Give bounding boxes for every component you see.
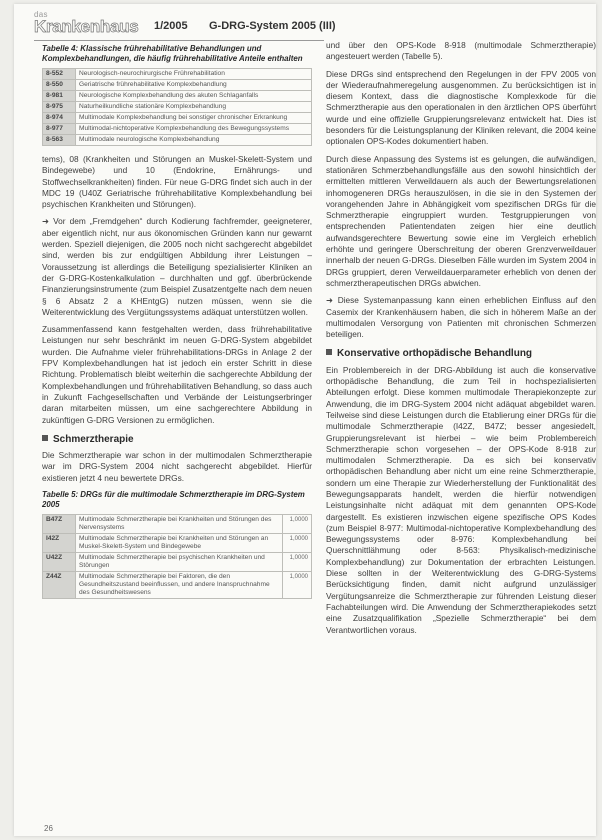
section-title: Schmerztherapie [53,433,134,445]
paragraph [326,295,596,340]
ref-cell: 1,0000 [283,572,312,599]
ref-cell: 1,0000 [283,534,312,553]
paragraph: Die Schmerztherapie war schon in der multimodalen Schmerztherapie war im DRG-System 2004 nicht sachgerecht abgebildet. Hierfür existieren jetzt 4 neu bewertete DRGs. [42,450,312,483]
ref-cell: 1,0000 [283,515,312,534]
paragraph-text: Vor dem „Fremdgehen“ durch Kodierung fachfremder, geeigneterer, aber eigentlich nicht, nur aus ökonomischen Gründen kann nur gewarnt werden. Speziell diejenigen, die 2005 noch nicht sachgerecht abgebildet sind, werden bis zur endgültigen Abbildung ihrer Leistungen – Voraussetzung ist allerdings die Beteiligung spezialisierter Kliniken an der G-DRG-Kostenkalkulation – durchhalten und ggf. überbrückende Finanzierungsinstrumente (zum Beispiel Zusatzentgelte nach dem neuen § 6 Absatz 2 a KHEntgG) nutzen müssen, wenn sie die Weiterentwicklung des Vergütungssystems adäquat unterstützen wollen. [42,216,312,317]
code-cell: 8-975 [43,102,76,113]
left-column [42,44,312,607]
journal-logo: Krankenhaus [34,17,139,36]
table-row [43,534,312,553]
paragraph: und über den OPS-Kode 8-918 (multimodale Schmerztherapie) angesteuert werden (Tabelle 5). [326,40,596,62]
page-number: 26 [44,824,53,833]
text-cell: Multimodale Schmerztherapie bei Krankheiten und Störungen des Nervensystems [76,515,283,534]
table-row [43,553,312,572]
running-title: G-DRG-System 2005 (III) [209,20,336,32]
table-row [43,80,312,91]
table-row [43,69,312,80]
paragraph [42,216,312,318]
text-cell: Multimodale Komplexbehandlung bei sonstiger chronischer Erkrankung [76,113,312,124]
table5 [42,514,312,599]
text-cell: Multimodale Schmerztherapie bei Krankheiten und Störungen an Muskel-Skelett-System und Bindegewebe [76,534,283,553]
section-heading [42,434,312,445]
logo-small-text: das [34,10,48,19]
code-cell: 8-563 [43,135,76,146]
text-cell: Geriatrische frührehabilitative Komplexbehandlung [76,80,312,91]
paragraph: Zusammenfassend kann festgehalten werden, dass frührehabilitative Leistungen nur sehr beschränkt im neuen G-DRG-System abgebildet wurden. Die Aufnahme vieler frührehabilitations-DRGs in Anlage 2 der FPV Komplexbehandlungen hat ist jedoch ein erster Schritt in diese Richtung. Problematisch bleibt weiterhin die sachgerechte Abbildung der Komplexbehandlungen und frührehabilitativen Behandlung, so dass auch in Zukunft Fachgesellschaften und Verbände der Leistungserbringer daran mitarbeiten müssen, um eine sachgerechtere Abbildung in zukünftigen G-DRG Versionen zu ermöglichen. [42,324,312,425]
table-row [43,113,312,124]
text-cell: Multimodale Schmerztherapie bei Faktoren, die den Gesundheitszustand beeinflussen, und andere Inanspruchnahme des Gesundheitswesens [76,572,283,599]
paragraph: Durch diese Anpassung des Systems ist es gelungen, die aufwändigen, stationären Schmerzbehandlungsfälle aus den sowohl hinsichtlich der ermittelten mittleren Verweildauern als auch der Bewertungsrelationen inhomogeneren DRGs herauszulösen, in die sie in den Systemen der vorangehenden Jahre in Abhängigkeit vom spezifischen DRGs für die Schmerztherapie eingruppiert wurden. Testgruppierungen von entsprechenden Patientendaten zeigen hier eine deutlich aufwandsgerechtere Bewertung sowie eine im Vergleich erheblich erhöhte und geringere Überschreitung der oberen Grenzverweildauer innerhalb der neuen G-DRGs. Dieselben Fälle wurden im System 2004 in DRGs gruppiert, deren Verweildauerparameter erheblich von denen der schmerztherapeutischen DRGs abwichen. [326,153,596,288]
header-rule [34,40,324,41]
square-bullet-icon [42,435,48,441]
paragraph: Diese DRGs sind entsprechend den Regelungen in der FPV 2005 von der Wiederaufnahmeregelung ausgenommen. Zu berücksichtigen ist in diesem Kontext, dass die diagnostische Komplexkode für die Schmerztherapie aus den operationalen in den ärztlichen OPS überführt wurde und eine offizielle Gruppierungsrelevanz entwickelt hat. Dies ist besonders für die Leistungsplanung der Kliniken relevant, die 2004 keine optionalen OPS-Kodes dokumentiert haben. [326,68,596,147]
arrow-icon: ➜ [326,295,338,306]
code-cell: B47Z [43,515,76,534]
table4-caption: Tabelle 4: Klassische frührehabilitative Behandlungen und Komplexbehandlungen, die häufig frührehabilitative Anteile enthalten [42,44,303,63]
text-cell: Naturheilkundliche stationäre Komplexbehandlung [76,102,312,113]
table-row [43,572,312,599]
table-row [43,91,312,102]
table-row [43,135,312,146]
code-cell: U42Z [43,553,76,572]
table-row [43,124,312,135]
issue-number: 1/2005 [154,20,188,32]
code-cell: I42Z [43,534,76,553]
text-cell: Multimodal-nichtoperative Komplexbehandlung des Bewegungssystems [76,124,312,135]
paragraph: tems), 08 (Krankheiten und Störungen an Muskel-Skelett-System und Bindegewebe) und 10 (Endokrine, Ernährungs- und Stoffwechselkrankheiten) finden. Für neue G-DRG findet sich auch in der MDC 19 (U40Z Geriatrische frührehabilitative Komplexbehandlung bei psychischen Krankheiten und Störungen). [42,154,312,210]
page-header [34,10,594,40]
text-cell: Neurologisch-neurochirurgische Frührehabilitation [76,69,312,80]
section-title: Konservative orthopädische Behandlung [337,348,533,360]
text-cell: Multimodale Schmerztherapie bei psychischen Krankheiten und Störungen [76,553,283,572]
section-heading [326,348,596,359]
code-cell: 8-974 [43,113,76,124]
code-cell: 8-552 [43,69,76,80]
table-row [43,102,312,113]
paragraph: Ein Problembereich in der DRG-Abbildung ist auch die konservative orthopädische Behandlung, die zum Teil in hochspezialisierten Abteilungen erfolgt. Diese kommen multimodale Therapiekonzepte zur Anwendung, die im DRG-System 2004 nicht adäquat abgebildet waren. Teilweise sind diese Leistungen durch die Etablierung einer DRGs für die multimodale Schmerztherapie (I42Z, B47Z; besser angesiedelt, Gruppierungsrelevant ist hierbei – wie beim Problembereich Schmerztherapie schon vorgesehen – der OPS-Kode 8-918 zur multimodalen Schmerztherapie. Da es sich bei konservativ orthopädischen Behandlung aber nicht um eine reine Schmerztherapie, sondern um eine Therapie zur Wiederherstellung der Funktionalität des Bewegungsapparats handelt, werden die hierfür notwendigen Leistungsinhalte nicht adäquat mit dem genannten OPS-Kode dargestellt. Es existieren inzwischen eigene spezifische OPS Kodes (zum Beispiel 8-977: Multimodal-nichtoperative Komplexbehandlung des Bewegungssystems oder 8-976: Komplexbehandlung bei Querschnittlähmung oder 8-563: Physikalisch-medizinische Komplexbehandlung) zur Dokumentation der erbrachten Leistungen. Diese sollten in der Weiterentwicklung des G-DRG-Systems Berücksichtigung finden, damit nicht aufgrund unzulässiger Vergütungsanreize die Schmerztherapie zur führenden Leistung dieser Fachabteilungen wird. Die Anwendung der Schmerztherapiekodes setzt eine Zusatzqualifikation „Spezielle Schmerztherapie“ bei dem Verantwortlichen voraus. [326,364,596,635]
code-cell: 8-977 [43,124,76,135]
page [14,4,596,836]
paragraph-text: Diese Systemanpassung kann einen erheblichen Einfluss auf den Casemix der Krankenhäusern haben, die sich in höherem Maße an der multimodalen Versorgung von Patienten mit chronischen Schmerzen beteiligen. [326,295,596,340]
code-cell: 8-981 [43,91,76,102]
code-cell: 8-550 [43,80,76,91]
right-column [326,40,596,642]
arrow-icon: ➜ [42,216,54,227]
square-bullet-icon [326,349,332,355]
table4 [42,68,312,146]
text-cell: Neurologische Komplexbehandlung des akuten Schlaganfalls [76,91,312,102]
table-row [43,515,312,534]
code-cell: Z44Z [43,572,76,599]
table5-caption: Tabelle 5: DRGs für die multimodale Schmerztherapie im DRG-System 2005 [42,490,305,510]
ref-cell: 1,0000 [283,553,312,572]
text-cell: Multimodale neurologische Komplexbehandlung [76,135,312,146]
